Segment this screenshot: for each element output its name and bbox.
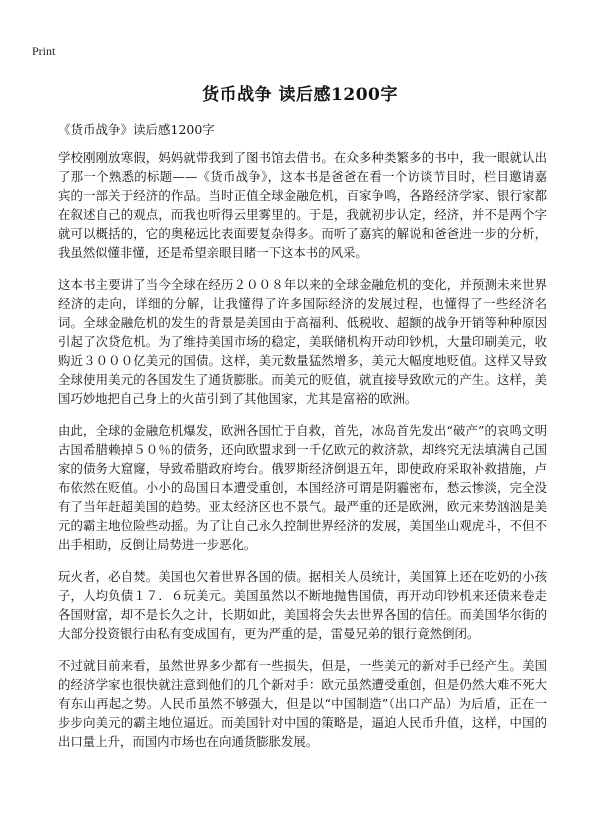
paragraph-1: 学校刚刚放寒假，妈妈就带我到了图书馆去借书。在众多种类繁多的书中，我一眼就认出了那一个熟悉的标题——《货币战争》，这本书是爸爸在看一个访谈节目时，栏目邀请嘉宾的一部关于经济的作品。当时正值全球金融危机，百家争鸣，各路经济学家、银行家都在叙述自己的观点，而我也听得云里雾里的。于是，我就初步认定，经济，并不是两个字就可以概括的，它的奥秘远比表面要复杂得多。而听了嘉宾的解说和爸爸进一步的分析，我虽然似懂非懂，还是希望亲眼目睹一下这本书的风采。 [58, 150, 547, 260]
article-body [58, 148, 547, 764]
paragraph-2: 这本书主要讲了当今全球在经历２００８年以来的全球金融危机的变化，并预测未来世界经济的走向，详细的分解，让我懂得了许多国际经济的发展过程，也懂得了一些经济名词。全球金融危机的发生的背景是美国由于高福利、低税收、超额的战争开销等种种原因引起了次贷危机。为了维持美国市场的稳定，美联储机构开动印钞机，大量印刷美元，收购近３０００亿美元的国债。这样，美元数量猛然增多，美元大幅度地贬值。这样又导致全球使用美元的各国发生了通货膨胀。而美元的贬值，就直接导致欧元的产生。这样，美国巧妙地把自己身上的火苗引到了其他国家，尤其是富裕的欧洲。 [58, 277, 547, 406]
paragraph-3: 由此，全球的金融危机爆发，欧洲各国忙于自救，首先，冰岛首先发出“破产”的哀鸣文明古国希腊赖掉５０％的债务，还向欧盟求到一千亿欧元的救济款，却终究无法填满自己国家的债务大窟窿，导致希腊政府垮台。俄罗斯经济倒退五年，即使政府采取补救措施，卢布依然在贬值。小小的岛国日本遭受重创，本国经济可谓是阴霾密布，愁云惨淡，完全没有了当年赶超美国的趋势。亚太经济区也不景气。最严重的还是欧洲，欧元来势汹汹是美元的霸主地位险些动摇。为了让自己永久控制世界经济的发展，美国坐山观虎斗，不但不出手相助，反倒让局势进一步恶化。 [58, 423, 547, 552]
print-link[interactable]: Print [32, 44, 56, 58]
page-subtitle: 《货币战争》读后感1200字 [58, 122, 215, 137]
paragraph-5: 不过就目前来看，虽然世界多少都有一些损失，但是，一些美元的新对手已经产生。美国的经济学家也很快就注意到他们的几个新对手：欧元虽然遭受重创，但是仍然大难不死大有东山再起之势。人民币虽然不够强大，但是以“中国制造”（出口产品）为后盾，正在一步步向美元的霸主地位逼近。而美国针对中国的策略是，逼迫人民币升值，这样，中国的出口量上升，而国内市场也在向通货膨胀发展。 [58, 658, 547, 749]
page-title: 货币战争 读后感1200字 [202, 85, 398, 105]
paragraph-4: 玩火者，必自焚。美国也欠着世界各国的债。据相关人员统计，美国算上还在吃奶的小孩子，人均负债１７．６玩美元。美国虽然以不断地抛售国债，再开动印钞机来还债来卷走各国财富，却不是长久之计，长期如此，美国将会失去世界各国的信任。而美国华尔街的大部分投资银行由私有变成国有，更为严重的是，雷曼兄弟的银行竟然倒闭。 [58, 569, 547, 641]
